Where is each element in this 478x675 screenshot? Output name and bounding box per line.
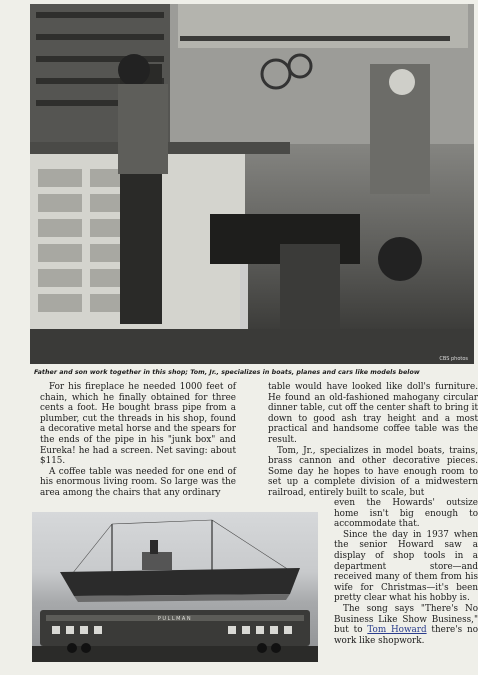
- workshop-photo: [30, 4, 474, 364]
- paragraph: A coffee table was needed for one end of his enormous living room. So large was the area among the chairs that any ordinary: [40, 466, 236, 498]
- paragraph: For his fireplace he needed 1000 feet of chain, which he finally obtained for three cents a foot. He bought brass pipe from a plumber, cut the threads in his shop, found a decorative metal horse and the spears for the ends of the pipe in his "junk box" and Eureka! he had a screen. Net saving: about $115.: [40, 382, 236, 467]
- railcar-lettering: PULLMAN: [157, 616, 193, 622]
- name-link[interactable]: Tom Howard: [367, 625, 427, 636]
- paragraph: [334, 604, 478, 646]
- right-column-continued: [334, 498, 478, 646]
- ship-and-railcar-illustration: [32, 512, 318, 662]
- paragraph: Since the day in 1937 when the senior Howard saw a display of shop tools in a department store—and received many of them from his wife for Christmas—it's been pretty clear what his hobby is.: [334, 529, 478, 604]
- photo-credit: CBS photos: [439, 356, 468, 362]
- paragraph: Tom, Jr., specializes in model boats, trains, brass cannon and other decorative pieces. Some day he hopes to have enough room to set up a complete division of a midwestern railroad, entirely built to scale, but: [268, 445, 478, 498]
- text-span: The song says "There's No Business Like Show Business," but to: [334, 603, 478, 636]
- left-column: [40, 382, 236, 499]
- models-photo: [32, 512, 318, 662]
- paragraph: table would have looked like doll's furniture. He found an old-fashioned mahogany circular dinner table, cut off the center shaft to bring it down to good ash tray height and a most practical and handsome coffee table was the result.: [268, 382, 478, 445]
- paragraph: even the Howards' outsize home isn't big enough to accommodate that.: [334, 498, 478, 530]
- workshop-illustration: [30, 4, 474, 364]
- text-span: there's no work like shopwork.: [334, 625, 478, 646]
- photo-caption: Father and son work together in this shop; Tom, Jr., specializes in boats, planes and cars like models below: [34, 369, 420, 376]
- right-column: [268, 382, 478, 499]
